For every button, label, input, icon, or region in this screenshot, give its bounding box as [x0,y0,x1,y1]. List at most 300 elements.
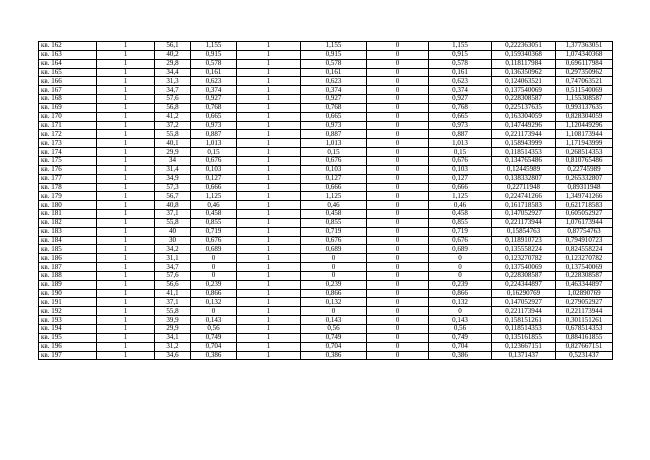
value-cell: 0,239 [191,280,237,289]
count-cell: 1 [97,254,155,263]
value-cell: 0,143 [429,316,492,325]
value-cell: 0,578 [301,59,367,68]
count-cell: 1 [97,263,155,272]
count-cell: 1 [97,218,155,227]
count-cell: 1 [97,103,155,112]
zero-cell: 0 [367,77,429,86]
value-cell: 0,866 [429,289,492,298]
apartment-cell: кв. 162 [39,42,97,51]
coefficient-cell: 1 [237,103,301,112]
table-row [39,254,613,263]
total-cell: 0,605052927 [556,210,613,219]
count-cell: 1 [97,245,155,254]
coefficient-cell: 1 [237,86,301,95]
area-cell: 56,6 [155,280,191,289]
coefficient-cell: 1 [237,156,301,165]
table-row [39,263,613,272]
share-cell: 0,118514353 [492,148,556,157]
value-cell: 0,866 [191,289,237,298]
share-cell: 0,1371437 [492,351,556,360]
area-cell: 29,9 [155,325,191,334]
zero-cell: 0 [367,227,429,236]
table-row [39,218,613,227]
zero-cell: 0 [367,139,429,148]
table-row [39,165,613,174]
count-cell: 1 [97,95,155,104]
value-cell: 0,666 [429,183,492,192]
coefficient-cell: 1 [237,227,301,236]
value-cell: 1,013 [191,139,237,148]
value-cell: 0,127 [301,174,367,183]
share-cell: 0,118910723 [492,236,556,245]
value-cell: 0,927 [429,95,492,104]
total-cell: 0,279052927 [556,298,613,307]
coefficient-cell: 1 [237,254,301,263]
zero-cell: 0 [367,156,429,165]
value-cell: 0,665 [301,112,367,121]
apartment-cell: кв. 197 [39,351,97,360]
count-cell: 1 [97,77,155,86]
table-row [39,121,613,130]
apartment-cell: кв. 179 [39,192,97,201]
zero-cell: 0 [367,201,429,210]
count-cell: 1 [97,316,155,325]
share-cell: 0,228308587 [492,271,556,280]
coefficient-cell: 1 [237,307,301,316]
value-cell: 0,676 [191,236,237,245]
table-row [39,139,613,148]
zero-cell: 0 [367,351,429,360]
zero-cell: 0 [367,86,429,95]
table-row [39,183,613,192]
table-row [39,68,613,77]
table-row [39,156,613,165]
value-cell: 0,56 [429,325,492,334]
apartment-cell: кв. 195 [39,333,97,342]
zero-cell: 0 [367,103,429,112]
value-cell: 0,132 [191,298,237,307]
apartment-cell: кв. 180 [39,201,97,210]
area-cell: 34,4 [155,68,191,77]
total-cell: 0,993137635 [556,103,613,112]
share-cell: 0,123667151 [492,342,556,351]
area-cell: 29,9 [155,148,191,157]
apartment-cell: кв. 189 [39,280,97,289]
apartment-cell: кв. 169 [39,103,97,112]
share-cell: 0,137540069 [492,263,556,272]
count-cell: 1 [97,201,155,210]
area-cell: 40,1 [155,139,191,148]
value-cell: 0,719 [429,227,492,236]
share-cell: 0,224741266 [492,192,556,201]
share-cell: 0,15854763 [492,227,556,236]
document-page [38,41,612,360]
coefficient-cell: 1 [237,42,301,51]
value-cell: 0,56 [301,325,367,334]
apartment-data-table [38,41,613,360]
apartment-cell: кв. 187 [39,263,97,272]
count-cell: 1 [97,192,155,201]
value-cell: 0,56 [191,325,237,334]
value-cell: 0,887 [191,130,237,139]
value-cell: 0,676 [429,156,492,165]
count-cell: 1 [97,59,155,68]
share-cell: 0,118514353 [492,325,556,334]
value-cell: 0,374 [191,86,237,95]
table-row [39,298,613,307]
value-cell: 0,666 [191,183,237,192]
count-cell: 1 [97,289,155,298]
value-cell: 0,689 [301,245,367,254]
value-cell: 0 [191,307,237,316]
table-row [39,50,613,59]
zero-cell: 0 [367,42,429,51]
table-row [39,130,613,139]
value-cell: 0,704 [429,342,492,351]
zero-cell: 0 [367,112,429,121]
area-cell: 40 [155,227,191,236]
count-cell: 1 [97,68,155,77]
share-cell: 0,221173944 [492,307,556,316]
total-cell: 0,123270782 [556,254,613,263]
area-cell: 57,6 [155,271,191,280]
coefficient-cell: 1 [237,245,301,254]
table-row [39,201,613,210]
area-cell: 31,1 [155,254,191,263]
count-cell: 1 [97,342,155,351]
coefficient-cell: 1 [237,59,301,68]
coefficient-cell: 1 [237,236,301,245]
coefficient-cell: 1 [237,271,301,280]
zero-cell: 0 [367,245,429,254]
share-cell: 0,158151261 [492,316,556,325]
total-cell: 0,5231437 [556,351,613,360]
value-cell: 0,15 [429,148,492,157]
count-cell: 1 [97,130,155,139]
value-cell: 0,768 [191,103,237,112]
area-cell: 41,1 [155,289,191,298]
value-cell: 0 [301,254,367,263]
area-cell: 34,7 [155,86,191,95]
share-cell: 0,147449296 [492,121,556,130]
total-cell: 0,696117984 [556,59,613,68]
apartment-cell: кв. 170 [39,112,97,121]
area-cell: 30 [155,236,191,245]
value-cell: 0,374 [429,86,492,95]
zero-cell: 0 [367,192,429,201]
apartment-cell: кв. 167 [39,86,97,95]
count-cell: 1 [97,280,155,289]
share-cell: 0,222363051 [492,42,556,51]
value-cell: 0,623 [301,77,367,86]
coefficient-cell: 1 [237,298,301,307]
share-cell: 0,147052927 [492,210,556,219]
table-row [39,86,613,95]
count-cell: 1 [97,351,155,360]
total-cell: 0,301151261 [556,316,613,325]
value-cell: 0,676 [429,236,492,245]
count-cell: 1 [97,139,155,148]
value-cell: 0,374 [301,86,367,95]
share-cell: 0,228308587 [492,95,556,104]
count-cell: 1 [97,333,155,342]
zero-cell: 0 [367,333,429,342]
zero-cell: 0 [367,325,429,334]
table-row [39,333,613,342]
area-cell: 31,3 [155,77,191,86]
total-cell: 1,108173944 [556,130,613,139]
table-row [39,342,613,351]
value-cell: 0,143 [301,316,367,325]
table-row [39,210,613,219]
zero-cell: 0 [367,307,429,316]
value-cell: 0,676 [301,156,367,165]
coefficient-cell: 1 [237,148,301,157]
area-cell: 57,6 [155,95,191,104]
apartment-cell: кв. 193 [39,316,97,325]
value-cell: 0,855 [301,218,367,227]
share-cell: 0,221173944 [492,218,556,227]
value-cell: 0,578 [429,59,492,68]
value-cell: 1,125 [191,192,237,201]
value-cell: 0,749 [191,333,237,342]
total-cell: 0,268514353 [556,148,613,157]
count-cell: 1 [97,86,155,95]
count-cell: 1 [97,50,155,59]
apartment-cell: кв. 177 [39,174,97,183]
count-cell: 1 [97,227,155,236]
value-cell: 0,719 [301,227,367,236]
value-cell: 1,125 [301,192,367,201]
share-cell: 0,16290769 [492,289,556,298]
share-cell: 0,12445989 [492,165,556,174]
apartment-cell: кв. 174 [39,148,97,157]
table-row [39,289,613,298]
value-cell: 0,749 [301,333,367,342]
coefficient-cell: 1 [237,95,301,104]
value-cell: 0,127 [191,174,237,183]
apartment-cell: кв. 166 [39,77,97,86]
table-row [39,351,613,360]
coefficient-cell: 1 [237,351,301,360]
total-cell: 1,155308587 [556,95,613,104]
coefficient-cell: 1 [237,289,301,298]
table-row [39,103,613,112]
total-cell: 1,074340368 [556,50,613,59]
area-cell: 37,2 [155,121,191,130]
zero-cell: 0 [367,298,429,307]
value-cell: 0,458 [191,210,237,219]
apartment-cell: кв. 173 [39,139,97,148]
value-cell: 0,855 [429,218,492,227]
value-cell: 0,689 [191,245,237,254]
zero-cell: 0 [367,165,429,174]
share-cell: 0,163304059 [492,112,556,121]
coefficient-cell: 1 [237,333,301,342]
apartment-cell: кв. 176 [39,165,97,174]
value-cell: 0,768 [301,103,367,112]
table-row [39,316,613,325]
zero-cell: 0 [367,263,429,272]
zero-cell: 0 [367,59,429,68]
total-cell: 0,824558224 [556,245,613,254]
area-cell: 34,1 [155,333,191,342]
table-row [39,148,613,157]
zero-cell: 0 [367,271,429,280]
area-cell: 37,1 [155,210,191,219]
value-cell: 0,973 [191,121,237,130]
coefficient-cell: 1 [237,263,301,272]
value-cell: 0,161 [429,68,492,77]
table-row [39,77,613,86]
value-cell: 1,155 [191,42,237,51]
coefficient-cell: 1 [237,316,301,325]
apartment-cell: кв. 182 [39,218,97,227]
coefficient-cell: 1 [237,121,301,130]
zero-cell: 0 [367,174,429,183]
area-cell: 31,4 [155,165,191,174]
value-cell: 0 [429,307,492,316]
area-cell: 34,6 [155,351,191,360]
total-cell: 0,678514353 [556,325,613,334]
apartment-cell: кв. 184 [39,236,97,245]
value-cell: 0,973 [301,121,367,130]
apartment-cell: кв. 178 [39,183,97,192]
table-row [39,42,613,51]
coefficient-cell: 1 [237,201,301,210]
coefficient-cell: 1 [237,174,301,183]
value-cell: 1,155 [301,42,367,51]
table-row [39,227,613,236]
zero-cell: 0 [367,68,429,77]
value-cell: 0,927 [301,95,367,104]
coefficient-cell: 1 [237,130,301,139]
count-cell: 1 [97,165,155,174]
share-cell: 0,118117984 [492,59,556,68]
share-cell: 0,225137635 [492,103,556,112]
share-cell: 0,22711948 [492,183,556,192]
area-cell: 56,7 [155,192,191,201]
apartment-cell: кв. 164 [39,59,97,68]
value-cell: 0 [429,263,492,272]
share-cell: 0,124063521 [492,77,556,86]
zero-cell: 0 [367,316,429,325]
share-cell: 0,224344897 [492,280,556,289]
total-cell: 0,511540069 [556,86,613,95]
total-cell: 0,828304059 [556,112,613,121]
table-row [39,236,613,245]
table-row [39,271,613,280]
zero-cell: 0 [367,148,429,157]
area-cell: 56,1 [155,42,191,51]
table-row [39,112,613,121]
total-cell: 0,463344897 [556,280,613,289]
area-cell: 31,2 [155,342,191,351]
coefficient-cell: 1 [237,50,301,59]
value-cell: 0,386 [191,351,237,360]
value-cell: 0,719 [191,227,237,236]
apartment-cell: кв. 186 [39,254,97,263]
apartment-cell: кв. 185 [39,245,97,254]
value-cell: 0,132 [429,298,492,307]
area-cell: 55,8 [155,218,191,227]
zero-cell: 0 [367,130,429,139]
count-cell: 1 [97,42,155,51]
count-cell: 1 [97,112,155,121]
value-cell: 0,15 [191,148,237,157]
value-cell: 0,103 [191,165,237,174]
value-cell: 1,125 [429,192,492,201]
value-cell: 0,46 [301,201,367,210]
total-cell: 1,349741266 [556,192,613,201]
area-cell: 56,8 [155,103,191,112]
value-cell: 0,665 [429,112,492,121]
count-cell: 1 [97,325,155,334]
apartment-cell: кв. 183 [39,227,97,236]
value-cell: 0,103 [301,165,367,174]
area-cell: 40,2 [155,50,191,59]
apartment-cell: кв. 171 [39,121,97,130]
coefficient-cell: 1 [237,139,301,148]
share-cell: 0,159340368 [492,50,556,59]
value-cell: 0 [429,254,492,263]
area-cell: 34,9 [155,174,191,183]
table-row [39,245,613,254]
table-row [39,307,613,316]
value-cell: 0,666 [301,183,367,192]
value-cell: 0,458 [301,210,367,219]
total-cell: 0,221173944 [556,307,613,316]
value-cell: 0,386 [429,351,492,360]
total-cell: 0,884161855 [556,333,613,342]
count-cell: 1 [97,271,155,280]
share-cell: 0,136350962 [492,68,556,77]
total-cell: 0,621718583 [556,201,613,210]
value-cell: 0,46 [191,201,237,210]
value-cell: 0 [301,271,367,280]
value-cell: 0,458 [429,210,492,219]
share-cell: 0,138332807 [492,174,556,183]
share-cell: 0,134765486 [492,156,556,165]
table-row [39,59,613,68]
value-cell: 0,927 [191,95,237,104]
count-cell: 1 [97,307,155,316]
area-cell: 40,8 [155,201,191,210]
coefficient-cell: 1 [237,77,301,86]
share-cell: 0,158943999 [492,139,556,148]
value-cell: 0,915 [301,50,367,59]
area-cell: 41,2 [155,112,191,121]
zero-cell: 0 [367,280,429,289]
share-cell: 0,221173944 [492,130,556,139]
total-cell: 0,297350962 [556,68,613,77]
value-cell: 0,239 [429,280,492,289]
apartment-cell: кв. 172 [39,130,97,139]
table-body [39,42,613,360]
value-cell: 0,676 [191,156,237,165]
value-cell: 0,623 [191,77,237,86]
area-cell: 34 [155,156,191,165]
value-cell: 0,143 [191,316,237,325]
value-cell: 1,013 [429,139,492,148]
apartment-cell: кв. 192 [39,307,97,316]
apartment-cell: кв. 163 [39,50,97,59]
value-cell: 0 [301,307,367,316]
value-cell: 0 [191,271,237,280]
value-cell: 0,386 [301,351,367,360]
zero-cell: 0 [367,218,429,227]
zero-cell: 0 [367,236,429,245]
